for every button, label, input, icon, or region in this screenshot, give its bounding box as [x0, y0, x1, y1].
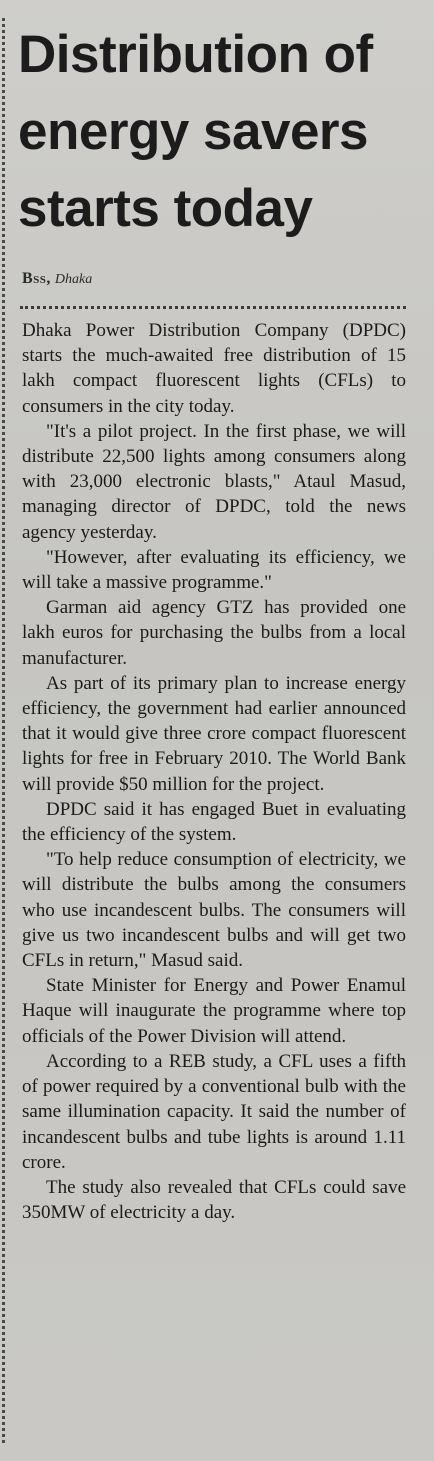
paragraph: As part of its primary plan to increase energy efficiency, the government had earlier announced that it would give three crore compact fluorescent lights for free in February 2010. The World Bank will provide $50 million for the project.	[22, 672, 406, 795]
paragraph: Dhaka Power Distribution Company (DPDC) starts the much-awaited free distribution of 15 lakh compact fluorescent lights (CFLs) to consumers in the city today.	[22, 320, 406, 417]
headline	[18, 16, 428, 247]
byline	[22, 270, 92, 288]
paragraph: "However, after evaluating its efficiency, we will take a massive programme."	[22, 546, 406, 594]
dotted-separator	[20, 306, 406, 309]
headline-line-2: energy savers	[18, 102, 369, 161]
paragraph: According to a REB study, a CFL uses a fifth of power required by a conventional bulb with the same illumination capacity. It said the number of incandescent bulbs and tube lights is around 1.11 crore.	[22, 1050, 406, 1173]
dotted-column-rule	[2, 18, 5, 1443]
article-body	[22, 318, 406, 1225]
headline-line-1: Distribution of	[18, 25, 373, 84]
paragraph: "To help reduce consumption of electricity, we will distribute the bulbs among the consumers who use incandescent bulbs. The consumers will give us two incandescent bulbs and will get two CFLs in return," Masud said.	[22, 849, 406, 972]
byline-source: Bss,	[22, 270, 51, 287]
paragraph: State Minister for Energy and Power Enamul Haque will inaugurate the programme where top officials of the Power Division will attend.	[22, 975, 406, 1047]
paragraph: Garman aid agency GTZ has provided one lakh euros for purchasing the bulbs from a local manufacturer.	[22, 597, 406, 669]
headline-line-3: starts today	[18, 179, 313, 238]
byline-place: Dhaka	[54, 272, 93, 287]
paragraph: The study also revealed that CFLs could save 350MW of electricity a day.	[22, 1176, 406, 1224]
paragraph: DPDC said it has engaged Buet in evaluating the efficiency of the system.	[22, 798, 406, 846]
paragraph: "It's a pilot project. In the first phase, we will distribute 22,500 lights among consumers along with 23,000 electronic blasts," Ataul Masud, managing director of DPDC, told the news agency yesterday.	[22, 420, 406, 543]
